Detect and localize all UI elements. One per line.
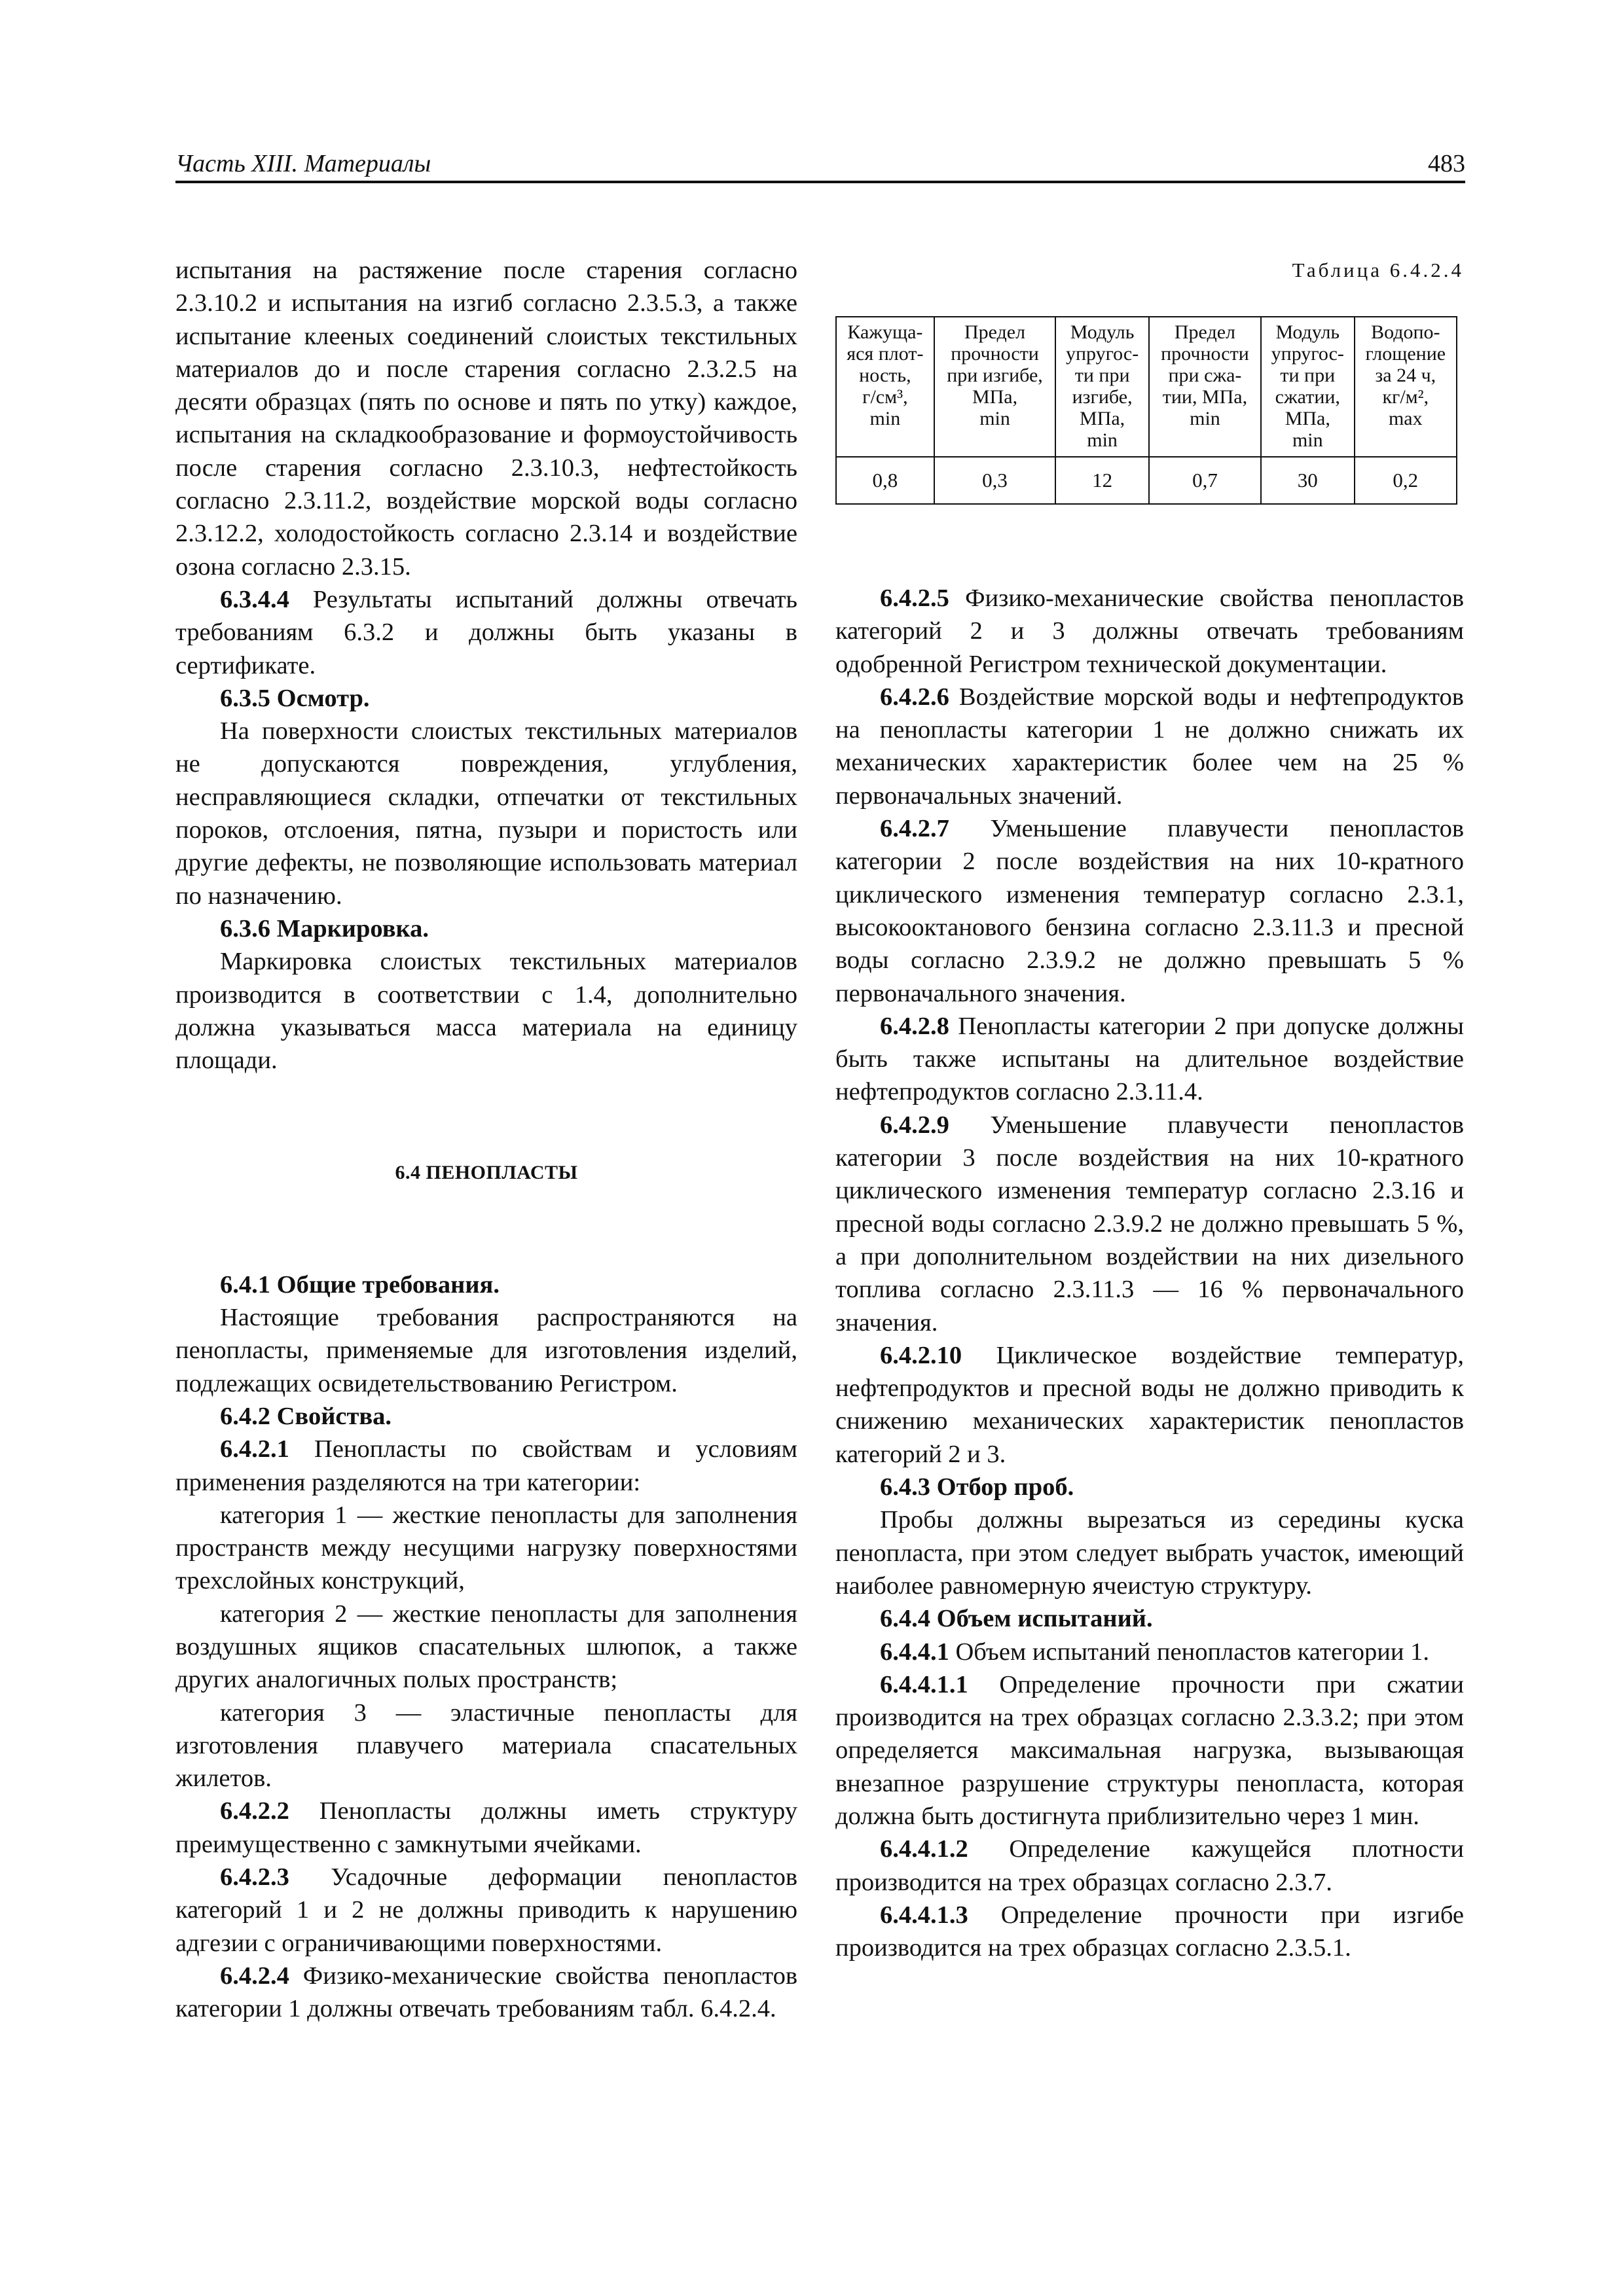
section-title: 6.4 ПЕНОПЛАСТЫ [395, 1162, 578, 1184]
heading-text: 6.4.2 Свойства. [220, 1402, 392, 1430]
clause-number: 6.4.4.1 [880, 1638, 949, 1666]
paragraph-6-4-4-1 [835, 1636, 1464, 1668]
clause-number: 6.4.2.1 [220, 1435, 289, 1463]
heading-text: 6.3.5 Осмотр. [220, 684, 370, 712]
heading-text: 6.4.4 Объем испытаний. [880, 1605, 1153, 1633]
paragraph-6-4-4-1-1 [835, 1668, 1464, 1833]
clause-text: Пенопласты должны иметь структуру преимущественно с замкнутыми ячейками. [175, 1797, 797, 1858]
header-cell: Предел прочности при изгибе, МПа, min [934, 317, 1056, 457]
clause-number: 6.4.2.7 [880, 815, 949, 843]
clause-number: 6.3.4.4 [220, 585, 289, 613]
paragraph-6-4-2-5 [835, 582, 1464, 681]
category-3: категория 3 — эластичные пенопласты для изготовления плавучего материала спасательных жилетов. [175, 1698, 797, 1793]
heading-6-3-6 [175, 912, 797, 945]
clause-text: Усадочные деформации пенопластов категорий 1 и 2 не должны приводить к нарушению адгезии с ограничивающими поверхностями. [175, 1863, 797, 1957]
page-number: 483 [1428, 150, 1465, 177]
paragraph-6-4-2-10 [835, 1339, 1464, 1471]
paragraph-6-4-2-8 [835, 1010, 1464, 1109]
heading-text: 6.3.6 Маркировка. [220, 914, 429, 942]
value-cell: 0,3 [934, 457, 1056, 504]
clause-number: 6.4.2.4 [220, 1962, 289, 1990]
heading-6-4-4 [835, 1602, 1464, 1635]
table-row [836, 457, 1457, 504]
clause-text: Физико-механические свойства пенопластов категории 1 должны отвечать требованиям табл. 6.4.2.4. [175, 1962, 797, 2023]
clause-text: Циклическое воздействие температур, нефтепродуктов и пресной воды не должно приводить к снижению механических характеристик пенопластов категорий 2 и 3. [835, 1341, 1464, 1468]
value-cell: 0,2 [1355, 457, 1457, 504]
paragraph-6-4-2-4 [175, 1960, 797, 2026]
clause-text: Результаты испытаний должны отвечать требованиям 6.3.2 и должны быть указаны в сертификате. [175, 585, 797, 679]
heading-text: 6.4.3 Отбор проб. [880, 1473, 1074, 1501]
paragraph-6-4-4-1-3 [835, 1899, 1464, 1965]
paragraph-6-3-5: На поверхности слоистых текстильных материалов не допускаются повреждения, углубления, несправляющиеся складки, отпечатки от текстильных пороков, отслоения, пятна, пузыри и пористость или другие дефекты, не позволяющие использовать материал по назначению. [175, 717, 797, 910]
running-title: Часть XIII. Материалы [175, 150, 431, 177]
paragraph-6-4-2-6 [835, 681, 1464, 812]
clause-text: Определение прочности при сжатии производится на трех образцах согласно 2.3.3.2; при этом определяется максимальная нагрузка, вызывающая внезапное разрушение структуры пенопласта, которая должна быть достигнута приблизительно через 1 мин. [835, 1670, 1464, 1830]
heading-6-4-1 [175, 1268, 797, 1301]
paragraph-6-4-2-7 [835, 812, 1464, 1010]
header-rule [175, 181, 1465, 183]
paragraph-6-4-3: Пробы должны вырезаться из середины куска пенопласта, при этом следует выбрать участок, имеющий наиболее равномерную ячеистую структуру. [835, 1506, 1464, 1600]
clause-number: 6.4.2.5 [880, 584, 949, 612]
paragraph-continuation: испытания на растяжение после старения согласно 2.3.10.2 и испытания на изгиб согласно 2.3.5.3, а также испытание клееных соединений слоистых текстильных материалов до и после старения согласно 2.3.2.5 на десяти образцах (пять по основе и пять по утку) каждое, испытания на складкообразование и формоустойчивость после старения согласно 2.3.10.3, нефтестойкость согласно 2.3.11.2, воздействие морской воды согласно 2.3.12.2, холодостойкость согласно 2.3.14 и воздействие озона согласно 2.3.15. [175, 257, 797, 581]
clause-text: Воздействие морской воды и нефтепродуктов на пенопласты категории 1 не должно снижать их механических характеристик более чем на 25 % первоначальных значений. [835, 683, 1464, 810]
category-1: категория 1 — жесткие пенопласты для заполнения пространств между несущими нагрузку поверхностями трехслойных конструкций, [175, 1501, 797, 1595]
clause-number: 6.4.4.1.2 [880, 1835, 968, 1863]
clause-text: Уменьшение плавучести пенопластов категории 2 после воздействия на них 10-кратного циклического изменения температур согласно 2.3.1, высокооктанового бензина согласно 2.3.11.3 и пресной воды согласно 2.3.9.2 не должно превышать 5 % первоначального значения. [835, 815, 1464, 1007]
clause-number: 6.4.2.3 [220, 1863, 289, 1892]
paragraph-6-3-4-4 [175, 583, 797, 682]
heading-6-4-3 [835, 1471, 1464, 1503]
clause-text: Пенопласты категории 2 при допуске должны быть также испытаны на длительное воздействие нефтепродуктов согласно 2.3.11.4. [835, 1012, 1464, 1106]
clause-number: 6.4.2.2 [220, 1797, 289, 1825]
page-header [175, 145, 1465, 182]
category-2: категория 2 — жесткие пенопласты для заполнения воздушных ящиков спасательных шлюпок, а также других аналогичных полых пространств; [175, 1600, 797, 1694]
paragraph-6-4-1: Настоящие требования распространяются на пенопласты, применяемые для изготовления изделий, подлежащих освидетельствованию Регистром. [175, 1304, 797, 1397]
header-cell: Кажуща- яся плот- ность, г/см³, min [836, 317, 934, 457]
header-cell: Модуль упругос- ти при сжатии, МПа, min [1261, 317, 1355, 457]
clause-number: 6.4.2.9 [880, 1111, 949, 1139]
table-caption: Таблица 6.4.2.4 [1292, 259, 1464, 281]
clause-text: Пенопласты по свойствам и условиям применения разделяются на три категории: [175, 1435, 797, 1496]
right-column [835, 254, 1464, 1964]
paragraph-6-4-2-9 [835, 1109, 1464, 1339]
clause-number: 6.4.4.1.1 [880, 1670, 968, 1698]
value-cell: 12 [1055, 457, 1149, 504]
clause-number: 6.4.2.10 [880, 1341, 962, 1369]
left-column [175, 254, 797, 2026]
paragraph-6-4-2-2 [175, 1795, 797, 1861]
value-cell: 0,7 [1149, 457, 1261, 504]
value-cell: 30 [1261, 457, 1355, 504]
header-cell: Водопо- глощение за 24 ч, кг/м², max [1355, 317, 1457, 457]
header-cell: Предел прочности при сжа- тии, МПа, min [1149, 317, 1261, 457]
heading-text: 6.4.1 Общие требования. [220, 1270, 500, 1299]
clause-number: 6.4.4.1.3 [880, 1901, 968, 1929]
heading-6-4-2 [175, 1400, 797, 1433]
paragraph-6-4-2-1 [175, 1433, 797, 1499]
paragraph-6-4-2-3 [175, 1861, 797, 1960]
paragraph-6-4-4-1-2 [835, 1833, 1464, 1899]
header-cell: Модуль упругос- ти при изгибе, МПа, min [1055, 317, 1149, 457]
clause-text: Уменьшение плавучести пенопластов категории 3 после воздействия на них 10-кратного циклического изменения температур согласно 2.3.16 и пресной воды согласно 2.3.9.2 не должно превышать 5 %, а при дополнительном воздействии на них дизельного топлива согласно 2.3.11.3 — 16 % первоначального значения. [835, 1111, 1464, 1336]
clause-text: Физико-механические свойства пенопластов категорий 2 и 3 должны отвечать требованиям одобренной Регистром технической документации. [835, 584, 1464, 678]
clause-number: 6.4.2.6 [880, 683, 949, 711]
clause-text: Определение кажущейся плотности производится на трех образцах согласно 2.3.7. [835, 1835, 1464, 1896]
table-header-row [836, 317, 1457, 457]
value-cell: 0,8 [836, 457, 934, 504]
clause-text: Определение прочности при изгибе производится на трех образцах согласно 2.3.5.1. [835, 1901, 1464, 1962]
clause-text: Объем испытаний пенопластов категории 1. [949, 1638, 1429, 1666]
heading-6-3-5 [175, 682, 797, 715]
paragraph-6-3-6: Маркировка слоистых текстильных материалов производится в соответствии с 1.4, дополнительно должна указываться масса материала на единицу площади. [175, 948, 797, 1075]
clause-number: 6.4.2.8 [880, 1012, 949, 1040]
properties-table [835, 316, 1457, 505]
